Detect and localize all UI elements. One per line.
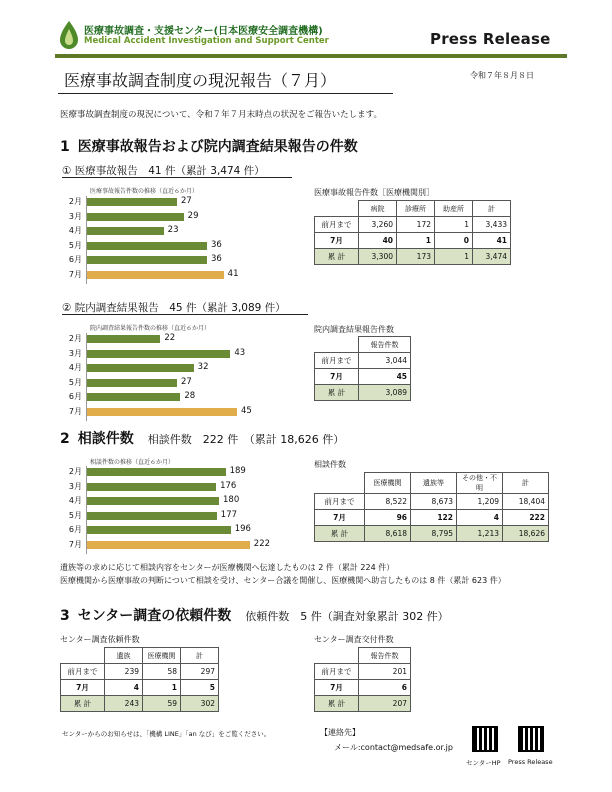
- table-header: 遺族等: [411, 473, 457, 494]
- chart-category-label: 5月: [68, 240, 82, 250]
- chart-bar: [87, 526, 231, 534]
- chart-bar: [87, 242, 207, 250]
- table-cell: 3,300: [359, 249, 397, 265]
- table-accident-by-facility: [314, 200, 511, 265]
- table-internal-investigation: [314, 336, 411, 401]
- chart-bar: [87, 256, 207, 264]
- row-label: 前月まで: [315, 353, 359, 369]
- chart-category-label: 6月: [68, 255, 82, 265]
- row-label: 累 計: [315, 696, 359, 712]
- table-cell: 59: [143, 696, 181, 712]
- section-1b-underline: [62, 314, 308, 315]
- table-row: [315, 494, 549, 510]
- org-name-jp: 医療事故調査・支援センター(日本医療安全調査機構): [84, 26, 323, 37]
- chart-bar-value: 43: [234, 347, 246, 358]
- table-row: [315, 696, 411, 712]
- table-cell: 8,522: [365, 494, 411, 510]
- chart-bar-value: 45: [241, 406, 252, 416]
- table-cell: 41: [473, 233, 511, 249]
- note-2: 医療機関から医療事故の判断について相談を受け、センター合議を開催し、医療機関へ助言したものは 8 件（累計 623 件）: [60, 576, 506, 585]
- table-header: 報告件数: [359, 337, 411, 353]
- qr-label-homepage: センターHP: [466, 759, 501, 767]
- chart-bar: [87, 408, 237, 416]
- chart-category-label: 6月: [68, 392, 82, 402]
- chart-bar-value: 32: [197, 362, 209, 373]
- table-row: [315, 233, 511, 249]
- table-header: 病院: [359, 201, 397, 217]
- chart-bar-value: 27: [181, 376, 192, 387]
- table-cell: 1: [143, 680, 181, 696]
- table-row: [315, 526, 549, 542]
- table-row: [61, 696, 219, 712]
- section-1-heading: 1 医療事故報告および院内調査結果報告の件数: [60, 139, 358, 155]
- table-consultations: [314, 472, 549, 542]
- chart-bar-value: 27: [181, 196, 192, 206]
- table-row: [315, 217, 511, 233]
- table-row: [61, 664, 219, 680]
- table-cell: 1,209: [457, 494, 503, 510]
- note-1: 遺族等の求めに応じて相談内容をセンターが医療機関へ伝達したものは 2 件（累計 224 件）: [60, 563, 395, 572]
- qr-label-press-release: Press Release: [508, 758, 553, 766]
- chart-2-title: 院内調査結果報告件数の推移（直近６か月）: [90, 325, 211, 332]
- logo-icon: [58, 20, 80, 50]
- row-label: 累 計: [315, 526, 365, 542]
- table-cell: 0: [435, 233, 473, 249]
- table-2-title: 院内調査結果報告件数: [314, 325, 394, 334]
- table-cell: 1,213: [457, 526, 503, 542]
- chart-internal-investigation: [60, 333, 305, 421]
- intro-text: 医療事故調査制度の現況について、令和７年７月末時点の状況をご報告いたします。: [60, 110, 382, 120]
- table-cell: 40: [359, 233, 397, 249]
- chart-bar: [87, 364, 194, 372]
- chart-bar: [87, 379, 177, 387]
- table-header: 報告件数: [359, 648, 411, 664]
- chart-consultations: [60, 466, 310, 554]
- chart-bar: [87, 483, 216, 491]
- chart-category-label: 3月: [68, 348, 82, 358]
- chart-bar-value: 222: [253, 539, 271, 549]
- table-header: 助産所: [435, 201, 473, 217]
- table-row: [315, 369, 411, 385]
- chart-bar: [87, 541, 250, 549]
- table-cell: 8,618: [365, 526, 411, 542]
- table-cell: 45: [359, 369, 411, 385]
- table-cell: 3,474: [473, 249, 511, 265]
- release-date: 令和７年８月８日: [470, 71, 534, 80]
- section-1b-heading: ② 院内調査結果報告 45 件（累計 3,089 件）: [62, 302, 286, 314]
- table-header: 医療機関: [143, 648, 181, 664]
- chart-bar: [87, 271, 224, 279]
- chart-category-label: 5月: [68, 377, 82, 387]
- chart-bar: [87, 497, 219, 505]
- chart-bar-value: 176: [220, 480, 237, 491]
- chart-bar: [87, 227, 164, 235]
- chart-bar-value: 23: [167, 225, 179, 236]
- row-label: 7月: [315, 233, 359, 249]
- table-cell: 201: [359, 664, 411, 680]
- table-row: [61, 680, 219, 696]
- table-5-title: センター調査交付件数: [314, 635, 394, 644]
- table-cell: 3,089: [359, 385, 411, 401]
- chart-category-label: 7月: [68, 270, 82, 279]
- table-cell: 6: [359, 680, 411, 696]
- chart-category-label: 4月: [68, 496, 82, 506]
- chart-category-label: 2月: [68, 197, 82, 206]
- qr-code-homepage-icon[interactable]: [472, 726, 498, 752]
- row-label: 累 計: [315, 249, 359, 265]
- chart-3-title: 相談件数の推移（直近６か月）: [90, 459, 175, 466]
- table-cell: 3,433: [473, 217, 511, 233]
- row-label: 7月: [315, 680, 359, 696]
- row-label: 前月まで: [315, 664, 359, 680]
- table-cell: 1: [435, 217, 473, 233]
- org-name-en: Medical Accident Investigation and Support Center: [84, 36, 329, 46]
- section-1a-underline: [62, 177, 292, 178]
- table-cell: 8,795: [411, 526, 457, 542]
- table-header: その他・不明: [457, 473, 503, 494]
- table-cell: 58: [143, 664, 181, 680]
- footer-note: センターからのお知らせは、「機構 LINE」「an なび」をご覧ください。: [62, 730, 271, 738]
- table-row: [315, 664, 411, 680]
- table-cell: 243: [105, 696, 143, 712]
- row-label: 前月まで: [315, 217, 359, 233]
- chart-bar-value: 180: [223, 495, 240, 506]
- table-row: [315, 680, 411, 696]
- chart-bar: [87, 198, 177, 206]
- chart-category-label: 2月: [68, 334, 82, 343]
- title-underline: [58, 93, 393, 94]
- chart-bar-value: 36: [211, 254, 222, 265]
- chart-category-label: 6月: [68, 525, 82, 535]
- table-center-investigation-requests: [60, 647, 219, 712]
- table-cell: 8,673: [411, 494, 457, 510]
- table-header: 計: [503, 473, 549, 494]
- chart-bar: [87, 213, 184, 221]
- chart-bar-value: 41: [227, 269, 239, 279]
- chart-bar: [87, 468, 226, 476]
- table-header: 計: [181, 648, 219, 664]
- row-label: 7月: [61, 680, 105, 696]
- chart-bar-value: 177: [220, 509, 238, 520]
- chart-bar: [87, 512, 217, 520]
- table-4-title: センター調査依頼件数: [60, 635, 140, 644]
- table-header: 医療機関: [365, 473, 411, 494]
- chart-category-label: 3月: [68, 481, 82, 491]
- table-cell: 302: [181, 696, 219, 712]
- table-3-title: 相談件数: [314, 460, 346, 469]
- chart-1-title: 医療事故報告件数の推移（直近６か月）: [90, 188, 199, 195]
- chart-category-label: 3月: [68, 211, 82, 221]
- chart-bar-value: 196: [234, 524, 251, 535]
- table-cell: 3,260: [359, 217, 397, 233]
- table-cell: 3,044: [359, 353, 411, 369]
- row-label: 累 計: [315, 385, 359, 401]
- table-cell: 4: [105, 680, 143, 696]
- page-title: 医療事故調査制度の現況報告（７月）: [64, 71, 337, 90]
- row-label: 7月: [315, 369, 359, 385]
- chart-category-label: 5月: [68, 510, 82, 520]
- chart-category-label: 4月: [68, 363, 82, 373]
- contact-email[interactable]: メール:contact@medsafe.or.jp: [334, 743, 453, 752]
- table-cell: 173: [397, 249, 435, 265]
- contact-heading: 【連絡先】: [320, 728, 360, 737]
- table-row: [315, 510, 549, 526]
- table-cell: 122: [411, 510, 457, 526]
- chart-bar-value: 28: [184, 391, 196, 402]
- table-cell: 5: [181, 680, 219, 696]
- table-cell: 207: [359, 696, 411, 712]
- row-label: 前月まで: [315, 494, 365, 510]
- table-row: [315, 353, 411, 369]
- chart-bar: [87, 335, 160, 343]
- table-center-investigation-delivered: [314, 647, 411, 712]
- table-cell: 18,404: [503, 494, 549, 510]
- table-header: 診療所: [397, 201, 435, 217]
- chart-bar-value: 36: [211, 239, 222, 250]
- chart-category-label: 7月: [68, 540, 82, 549]
- section-3-heading: 3 センター調査の依頼件数 依頼件数 5 件（調査対象累計 302 件）: [60, 608, 449, 624]
- table-row: [315, 249, 511, 265]
- qr-code-press-release-icon[interactable]: [518, 726, 544, 752]
- table-header: 計: [473, 201, 511, 217]
- table-cell: 4: [457, 510, 503, 526]
- table-cell: 172: [397, 217, 435, 233]
- press-release-label: Press Release: [430, 30, 551, 48]
- table-cell: 96: [365, 510, 411, 526]
- row-label: 前月まで: [61, 664, 105, 680]
- chart-bar-value: 29: [187, 210, 199, 221]
- section-1a-heading: ① 医療事故報告 41 件（累計 3,474 件）: [62, 165, 265, 177]
- chart-bar-value: 189: [229, 466, 246, 476]
- chart-category-label: 4月: [68, 226, 82, 236]
- table-row: [315, 385, 411, 401]
- row-label: 7月: [315, 510, 365, 526]
- chart-category-label: 2月: [68, 467, 82, 476]
- table-header: 遺族: [105, 648, 143, 664]
- table-cell: 297: [181, 664, 219, 680]
- section-2-heading: 2 相談件数 相談件数 222 件 （累計 18,626 件）: [60, 431, 345, 447]
- chart-accident-reports: [60, 196, 305, 284]
- table-cell: 222: [503, 510, 549, 526]
- table-1-title: 医療事故報告件数［医療機関別］: [314, 188, 434, 197]
- chart-bar: [87, 350, 230, 358]
- chart-bar: [87, 393, 180, 401]
- row-label: 累 計: [61, 696, 105, 712]
- table-cell: 18,626: [503, 526, 549, 542]
- header-divider: [55, 54, 567, 58]
- table-cell: 1: [397, 233, 435, 249]
- chart-bar-value: 22: [164, 333, 176, 343]
- table-cell: 1: [435, 249, 473, 265]
- chart-category-label: 7月: [68, 407, 82, 416]
- table-cell: 239: [105, 664, 143, 680]
